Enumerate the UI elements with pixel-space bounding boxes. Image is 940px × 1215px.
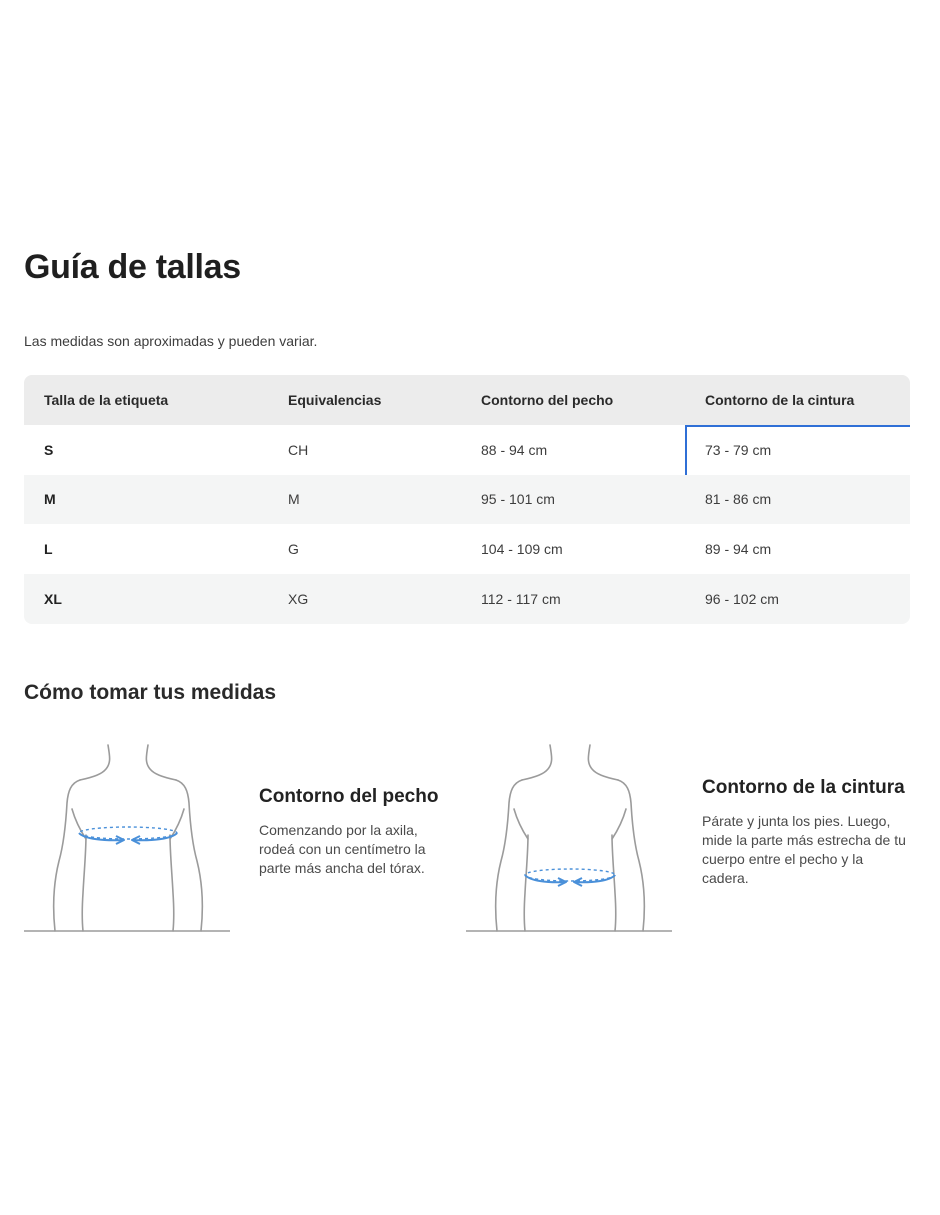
table-cell-chest: 95 - 101 cm (481, 491, 555, 508)
page-subtitle: Las medidas son aproximadas y pueden variar. (24, 333, 318, 349)
column-header-chest: Contorno del pecho (481, 391, 614, 408)
table-cell-equivalence: XG (288, 591, 309, 608)
table-cell-size: S (44, 441, 54, 458)
page-title: Guía de tallas (24, 248, 241, 286)
table-cell-waist: 81 - 86 cm (705, 491, 772, 508)
waist-measure-illustration (466, 743, 672, 933)
table-cell-chest: 112 - 117 cm (481, 591, 561, 608)
table-cell-chest: 88 - 94 cm (481, 441, 548, 458)
waist-measure-title: Contorno de la cintura (702, 777, 905, 798)
table-row (24, 425, 910, 475)
waist-measure-description: Párate y junta los pies. Luego, mide la parte más estrecha de tu cuerpo entre el pecho y la cadera. (702, 813, 906, 886)
table-cell-equivalence: CH (288, 441, 309, 458)
column-header-equivalences: Equivalencias (288, 391, 382, 408)
column-header-label-size: Talla de la etiqueta (44, 391, 169, 408)
chest-measure-title: Contorno del pecho (259, 786, 439, 807)
column-header-waist: Contorno de la cintura (705, 391, 855, 408)
table-header-row (24, 375, 910, 425)
table-row (24, 524, 910, 574)
table-cell-waist[interactable]: 73 - 79 cm (685, 425, 910, 475)
table-cell-equivalence: M (288, 491, 300, 508)
table-row (24, 475, 910, 525)
howto-section-title: Cómo tomar tus medidas (24, 681, 277, 704)
torso-outline-icon (24, 743, 230, 933)
table-cell-size: XL (44, 591, 62, 608)
table-cell-size: L (44, 541, 53, 558)
table-cell-size: M (44, 491, 56, 508)
size-table (24, 375, 910, 624)
table-cell-equivalence: G (288, 541, 299, 558)
table-cell-waist: 96 - 102 cm (705, 591, 779, 608)
torso-outline-icon (466, 743, 672, 933)
table-cell-chest: 104 - 109 cm (481, 541, 563, 558)
table-row (24, 574, 910, 624)
chest-measure-description: Comenzando por la axila, rodeá con un centímetro la parte más ancha del tórax. (259, 822, 426, 876)
chest-measure-illustration (24, 743, 230, 933)
table-cell-waist: 89 - 94 cm (705, 541, 772, 558)
